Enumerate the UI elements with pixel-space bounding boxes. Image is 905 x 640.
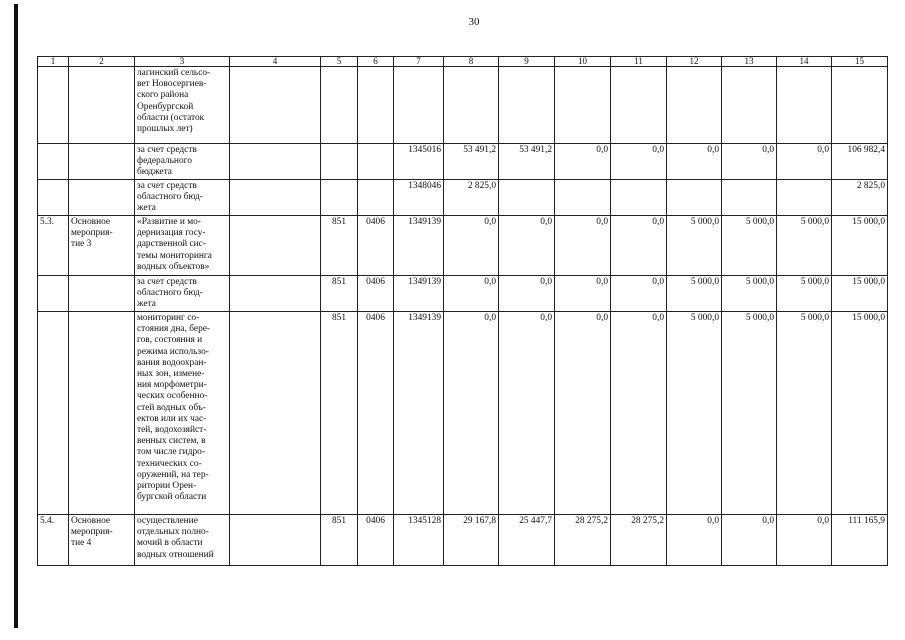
col-year-6-cell: 0,0	[722, 515, 777, 566]
col-total-cell: 15 000,0	[832, 216, 888, 276]
col-year-4-cell: 0,0	[611, 312, 667, 515]
col-year-5-cell: 5 000,0	[667, 216, 722, 276]
col-grbs-cell	[321, 67, 358, 144]
column-number-cell: 12	[667, 57, 722, 67]
col-total-cell: 106 982,4	[832, 144, 888, 180]
col-index-cell	[38, 144, 69, 180]
col-rzpr-cell: 0406	[358, 515, 394, 566]
col-year-7-cell: 5 000,0	[777, 276, 832, 312]
column-number-cell: 15	[832, 57, 888, 67]
column-number-cell: 6	[358, 57, 394, 67]
col-year-5-cell: 5 000,0	[667, 312, 722, 515]
table-row	[38, 67, 888, 144]
col-item-cell	[69, 144, 135, 180]
col-total-cell: 15 000,0	[832, 312, 888, 515]
col-year-3-cell: 0,0	[555, 312, 611, 515]
col-index-cell	[38, 67, 69, 144]
col-year-4-cell: 0,0	[611, 276, 667, 312]
col-rzpr-cell	[358, 67, 394, 144]
col-year-2-cell: 0,0	[499, 312, 555, 515]
col-year-3-cell: 28 275,2	[555, 515, 611, 566]
col-executor-cell	[230, 312, 321, 515]
column-number-cell: 3	[135, 57, 230, 67]
col-year-3-cell: 0,0	[555, 276, 611, 312]
col-index-cell: 5.3.	[38, 216, 69, 276]
col-grbs-cell: 851	[321, 312, 358, 515]
col-year-1-cell: 0,0	[444, 216, 499, 276]
table-row	[38, 144, 888, 180]
col-item-cell	[69, 67, 135, 144]
col-year-6-cell	[722, 67, 777, 144]
table-row	[38, 312, 888, 515]
column-number-cell: 8	[444, 57, 499, 67]
col-index-cell	[38, 180, 69, 216]
col-description-cell: за счет средств областного бюд- жета	[135, 180, 230, 216]
col-year-5-cell	[667, 180, 722, 216]
col-year-6-cell: 5 000,0	[722, 216, 777, 276]
col-year-5-cell: 5 000,0	[667, 276, 722, 312]
col-grbs-cell: 851	[321, 515, 358, 566]
col-year-7-cell	[777, 180, 832, 216]
col-index-cell	[38, 312, 69, 515]
column-number-cell: 7	[394, 57, 444, 67]
col-year-6-cell: 0,0	[722, 144, 777, 180]
col-year-7-cell: 0,0	[777, 515, 832, 566]
col-year-1-cell: 29 167,8	[444, 515, 499, 566]
page-number: 30	[468, 16, 480, 28]
column-number-cell: 5	[321, 57, 358, 67]
column-number-cell: 2	[69, 57, 135, 67]
col-grbs-cell	[321, 180, 358, 216]
col-year-4-cell: 0,0	[611, 144, 667, 180]
column-number-cell: 10	[555, 57, 611, 67]
col-year-4-cell	[611, 180, 667, 216]
col-total-cell: 15 000,0	[832, 276, 888, 312]
col-year-6-cell: 5 000,0	[722, 276, 777, 312]
col-csr-cell	[394, 67, 444, 144]
col-rzpr-cell: 0406	[358, 312, 394, 515]
table-row	[38, 216, 888, 276]
col-executor-cell	[230, 515, 321, 566]
table-row	[38, 180, 888, 216]
column-number-row	[38, 57, 888, 67]
col-year-5-cell: 0,0	[667, 144, 722, 180]
col-rzpr-cell	[358, 180, 394, 216]
col-grbs-cell: 851	[321, 276, 358, 312]
col-year-2-cell: 25 447,7	[499, 515, 555, 566]
col-year-7-cell: 5 000,0	[777, 216, 832, 276]
col-rzpr-cell: 0406	[358, 276, 394, 312]
col-year-5-cell	[667, 67, 722, 144]
col-year-1-cell	[444, 67, 499, 144]
col-description-cell: мониторинг со- стояния дна, бере- гов, состояния и режима использо- вания водоохран- ных зон, измене- ния морфометри- ческих особенно- стей водных объ- ектов или их час- тей, водохозяйст- венных систем, в том числе гидро- технических со- оружений, на тер- ритории Орен- бургской области	[135, 312, 230, 515]
table-row	[38, 276, 888, 312]
col-csr-cell: 1348046	[394, 180, 444, 216]
budget-table	[37, 56, 888, 566]
col-csr-cell: 1349139	[394, 312, 444, 515]
col-year-5-cell: 0,0	[667, 515, 722, 566]
col-grbs-cell	[321, 144, 358, 180]
col-item-cell	[69, 180, 135, 216]
col-year-3-cell: 0,0	[555, 216, 611, 276]
column-number-cell: 4	[230, 57, 321, 67]
col-csr-cell: 1349139	[394, 276, 444, 312]
col-item-cell: Основное мероприя- тие 3	[69, 216, 135, 276]
table-row	[38, 515, 888, 566]
col-executor-cell	[230, 144, 321, 180]
col-item-cell: Основное мероприя- тие 4	[69, 515, 135, 566]
col-grbs-cell: 851	[321, 216, 358, 276]
col-year-6-cell	[722, 180, 777, 216]
col-executor-cell	[230, 67, 321, 144]
col-year-3-cell	[555, 180, 611, 216]
col-year-4-cell: 28 275,2	[611, 515, 667, 566]
col-year-7-cell: 0,0	[777, 144, 832, 180]
col-executor-cell	[230, 216, 321, 276]
col-total-cell	[832, 67, 888, 144]
column-number-cell: 13	[722, 57, 777, 67]
col-year-7-cell	[777, 67, 832, 144]
col-description-cell: за счет средств областного бюд- жета	[135, 276, 230, 312]
col-year-1-cell: 53 491,2	[444, 144, 499, 180]
col-description-cell: лагинский сельсо- вет Новосергиев- ского района Оренбургской области (остаток прошлых лет)	[135, 67, 230, 144]
col-description-cell: осуществление отдельных полно- мочий в области водных отношений	[135, 515, 230, 566]
col-total-cell: 111 165,9	[832, 515, 888, 566]
scan-edge-bar	[14, 4, 18, 628]
col-year-7-cell: 5 000,0	[777, 312, 832, 515]
col-csr-cell: 1345128	[394, 515, 444, 566]
col-year-2-cell: 0,0	[499, 216, 555, 276]
col-year-1-cell: 2 825,0	[444, 180, 499, 216]
col-year-3-cell	[555, 67, 611, 144]
col-year-2-cell	[499, 180, 555, 216]
column-number-cell: 11	[611, 57, 667, 67]
col-item-cell	[69, 312, 135, 515]
col-rzpr-cell	[358, 144, 394, 180]
column-number-cell: 14	[777, 57, 832, 67]
col-index-cell: 5.4.	[38, 515, 69, 566]
col-year-4-cell	[611, 67, 667, 144]
col-year-4-cell: 0,0	[611, 216, 667, 276]
col-csr-cell: 1349139	[394, 216, 444, 276]
column-number-cell: 1	[38, 57, 69, 67]
col-year-1-cell: 0,0	[444, 312, 499, 515]
col-rzpr-cell: 0406	[358, 216, 394, 276]
col-description-cell: за счет средств федерального бюджета	[135, 144, 230, 180]
col-year-2-cell	[499, 67, 555, 144]
col-year-3-cell: 0,0	[555, 144, 611, 180]
col-total-cell: 2 825,0	[832, 180, 888, 216]
col-item-cell	[69, 276, 135, 312]
col-year-1-cell: 0,0	[444, 276, 499, 312]
col-year-2-cell: 0,0	[499, 276, 555, 312]
col-year-2-cell: 53 491,2	[499, 144, 555, 180]
col-csr-cell: 1345016	[394, 144, 444, 180]
col-index-cell	[38, 276, 69, 312]
col-year-6-cell: 5 000,0	[722, 312, 777, 515]
col-description-cell: «Развитие и мо- дернизация госу- дарственной сис- темы мониторинга водных объектов»	[135, 216, 230, 276]
col-executor-cell	[230, 276, 321, 312]
column-number-cell: 9	[499, 57, 555, 67]
col-executor-cell	[230, 180, 321, 216]
